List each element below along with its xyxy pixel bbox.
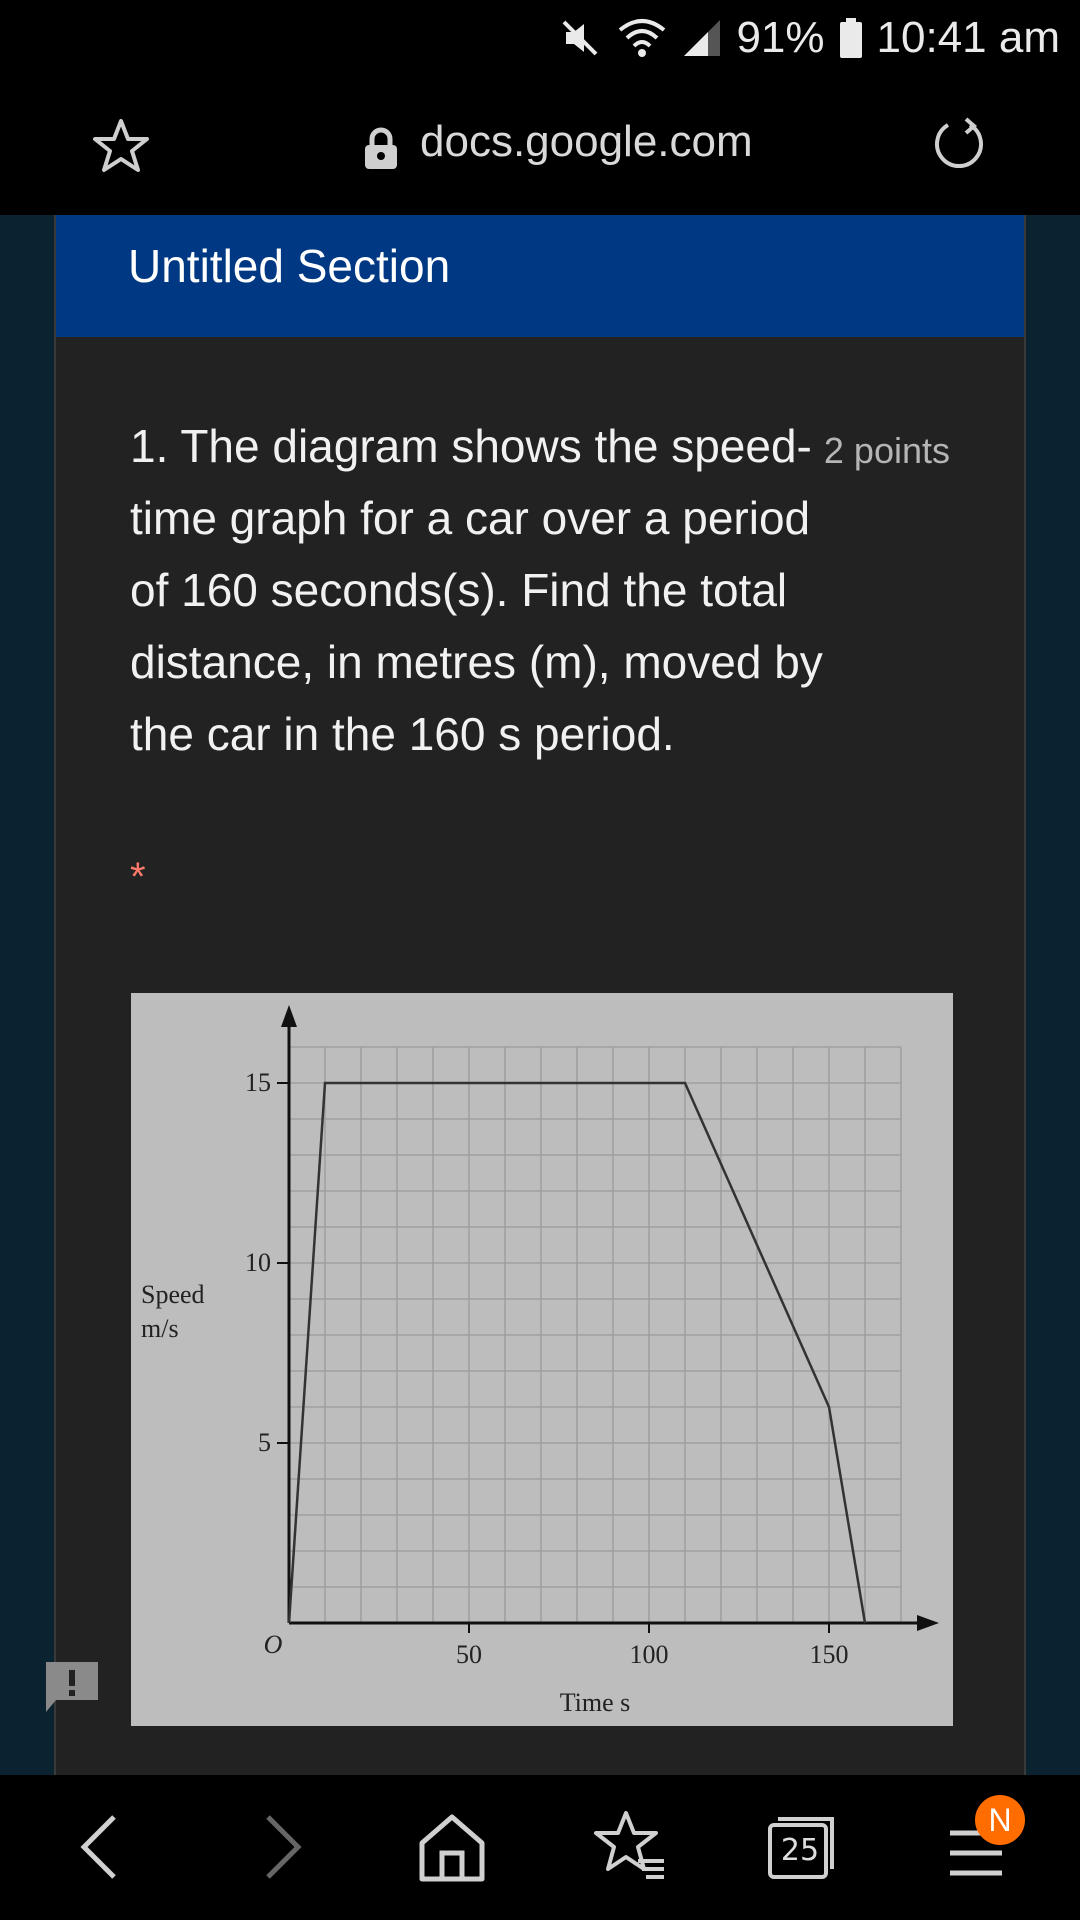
y-tick-label: 5 [258,1428,271,1457]
speed-time-graph [131,993,953,1726]
question-points: 2 points [823,430,950,471]
back-icon[interactable] [62,1807,142,1887]
lock-icon [362,127,400,171]
clock: 10:41 am [876,13,1060,62]
left-margin [0,215,54,1775]
x-tick-label: 50 [456,1640,482,1669]
tab-count: 25 [780,1833,820,1868]
chart-axes [281,1005,939,1631]
address-bar-url[interactable]: docs.google.com [420,117,753,166]
question-text: 1. The diagram shows the speed-time graph for a car over a period of 160 seconds(s). Find the total distance, in metres (m), moved by the car in the 160 s period. [130,420,823,760]
y-axis-label-line2: m/s [141,1314,179,1343]
section-title: Untitled Section [128,240,451,292]
battery-icon [839,16,863,60]
browser-nav-bar [0,1775,1080,1920]
required-asterisk: * [130,855,146,899]
x-axis-label: Time s [559,1688,631,1717]
chart-ticks [245,1068,849,1669]
wifi-icon [616,16,668,60]
right-margin [1026,215,1080,1775]
bookmark-star-icon[interactable] [92,117,150,175]
chart-grid [289,1047,901,1623]
mute-icon [558,16,602,60]
battery-percent: 91% [736,13,825,62]
browser-toolbar [0,75,1080,215]
form-card [54,215,1026,1775]
home-icon[interactable] [412,1807,492,1887]
y-tick-label: 15 [245,1068,271,1097]
chart-svg [131,993,953,1726]
signal-icon [682,16,722,60]
reload-icon[interactable] [930,115,988,173]
status-bar [0,0,1080,75]
x-tick-label: 150 [809,1640,849,1669]
x-axis-arrow [917,1615,939,1631]
x-tick-label: 100 [629,1640,669,1669]
y-axis-arrow [281,1005,297,1027]
section-header [56,215,1024,337]
tabs-button[interactable] [760,1807,840,1887]
y-axis-label-line1: Speed [141,1280,205,1309]
bookmarks-icon[interactable] [590,1807,670,1887]
forward-icon[interactable] [240,1807,320,1887]
origin-label: O [263,1630,283,1659]
notification-badge: N [975,1795,1025,1845]
y-tick-label: 10 [245,1248,271,1277]
feedback-icon[interactable] [42,1658,102,1716]
